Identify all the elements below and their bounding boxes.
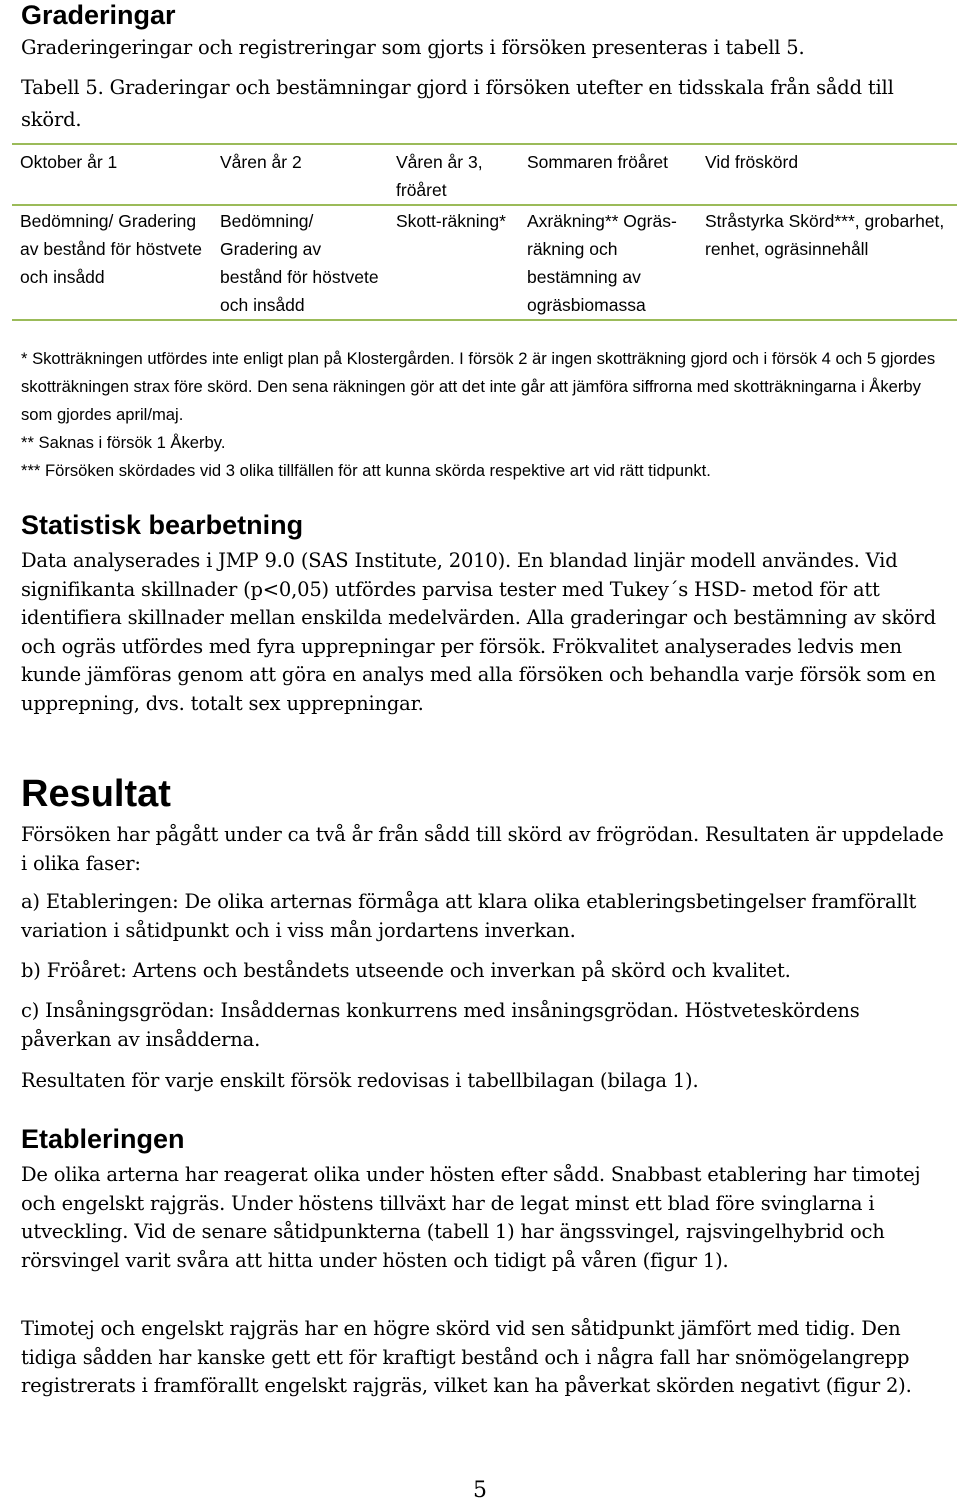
heading-graderingar: Graderingar: [21, 0, 176, 30]
table-cell: Skott-räkning*: [388, 205, 519, 320]
table-footnotes: [21, 345, 956, 485]
table-header-cell: Våren år 2: [212, 144, 388, 205]
heading-resultat: Resultat: [21, 773, 171, 815]
table-5: [12, 143, 957, 321]
resultat-paragraph: Resultaten för varje enskilt försök redovisas i tabellbilagan (bilaga 1).: [21, 1069, 699, 1092]
resultat-paragraph: a) Etableringen: De olika arternas förmåga att klara olika etableringsbetingelser framförallt variation i såtidpunkt och i viss mån jordartens inverkan.: [21, 890, 917, 942]
heading-statistik: Statistisk bearbetning: [21, 510, 304, 540]
intro-text: Graderingeringar och registreringar som gjorts i försöken presenteras i tabell 5.: [21, 36, 805, 59]
footnote: ** Saknas i försök 1 Åkerby.: [21, 433, 226, 452]
resultat-paragraph: b) Fröåret: Artens och beståndets utseende och inverkan på skörd och kvalitet.: [21, 959, 791, 982]
resultat-paragraph: Försöken har pågått under ca två år från sådd till skörd av frögrödan. Resultaten är uppdelade i olika faser:: [21, 823, 944, 875]
table-cell: Axräkning** Ogräs-räkning och bestämning av ogräsbiomassa: [519, 205, 697, 320]
table-header-cell: Våren år 3, fröåret: [388, 144, 519, 205]
resultat-paragraph: c) Insåningsgrödan: Insåddernas konkurrens med insåningsgrödan. Höstveteskördens påverkan av insådderna.: [21, 999, 860, 1051]
etableringen-paragraph: De olika arterna har reagerat olika under hösten efter sådd. Snabbast etablering har timotej och engelskt rajgräs. Under höstens tillväxt har de legat minst ett blad före svinglarna i utveckling. Vid de senare såtidpunkterna (tabell 1) har ängssvingel, rajsvingelhybrid och rörsvingel varit svåra att hitta under hösten och tidigt på våren (figur 1).: [21, 1163, 921, 1272]
table-cell: Bedömning/ Gradering av bestånd för höstvete och insådd: [212, 205, 388, 320]
page-number: 5: [473, 1478, 487, 1503]
table-header-cell: Oktober år 1: [12, 144, 212, 205]
table-caption: Tabell 5. Graderingar och bestämningar gjord i försöken utefter en tidsskala från sådd till skörd.: [21, 76, 894, 131]
heading-etableringen: Etableringen: [21, 1124, 185, 1154]
footnote: * Skotträkningen utfördes inte enligt plan på Klostergården. I försök 2 är ingen skotträkning gjord och i försök 4 och 5 gjordes skotträkningen strax före skörd. Den sena räkningen gör att det inte går att jämföra siffrorna med skotträkningarna i Åkerby som gjordes april/maj.: [21, 349, 936, 424]
footnote: *** Försöken skördades vid 3 olika tillfällen för att kunna skörda respektive art vid rätt tidpunkt.: [21, 461, 711, 480]
table-header-cell: Sommaren fröåret: [519, 144, 697, 205]
table-header-row: [12, 144, 957, 205]
table-header-cell: Vid fröskörd: [697, 144, 957, 205]
etableringen-paragraph: Timotej och engelskt rajgräs har en högre skörd vid sen såtidpunkt jämfört med tidig. Den tidiga sådden har kanske gett ett för kraftigt bestånd och i några fall har snömögelangrepp registrerats i framförallt engelskt rajgräs, vilket kan ha påverkat skörden negativt (figur 2).: [21, 1317, 912, 1397]
table-cell: Stråstyrka Skörd***, grobarhet, renhet, ogräsinnehåll: [697, 205, 957, 320]
statistik-paragraph: Data analyserades i JMP 9.0 (SAS Institute, 2010). En blandad linjär modell användes. Vid signifikanta skillnader (p<0,05) utfördes parvisa tester med Tukey´s HSD- metod för att identifiera skillnader mellan enskilda medelvärden. Alla graderingar och bestämning av skörd och ogräs utfördes med fyra upprepningar per försök. Frökvalitet analyserades ledvis men kunde jämföras genom att göra en analys med alla försöken och behandla varje försök som en upprepning, dvs. totalt sex upprepningar.: [21, 549, 936, 715]
table-row: [12, 205, 957, 320]
table-cell: Bedömning/ Gradering av bestånd för höstvete och insådd: [12, 205, 212, 320]
